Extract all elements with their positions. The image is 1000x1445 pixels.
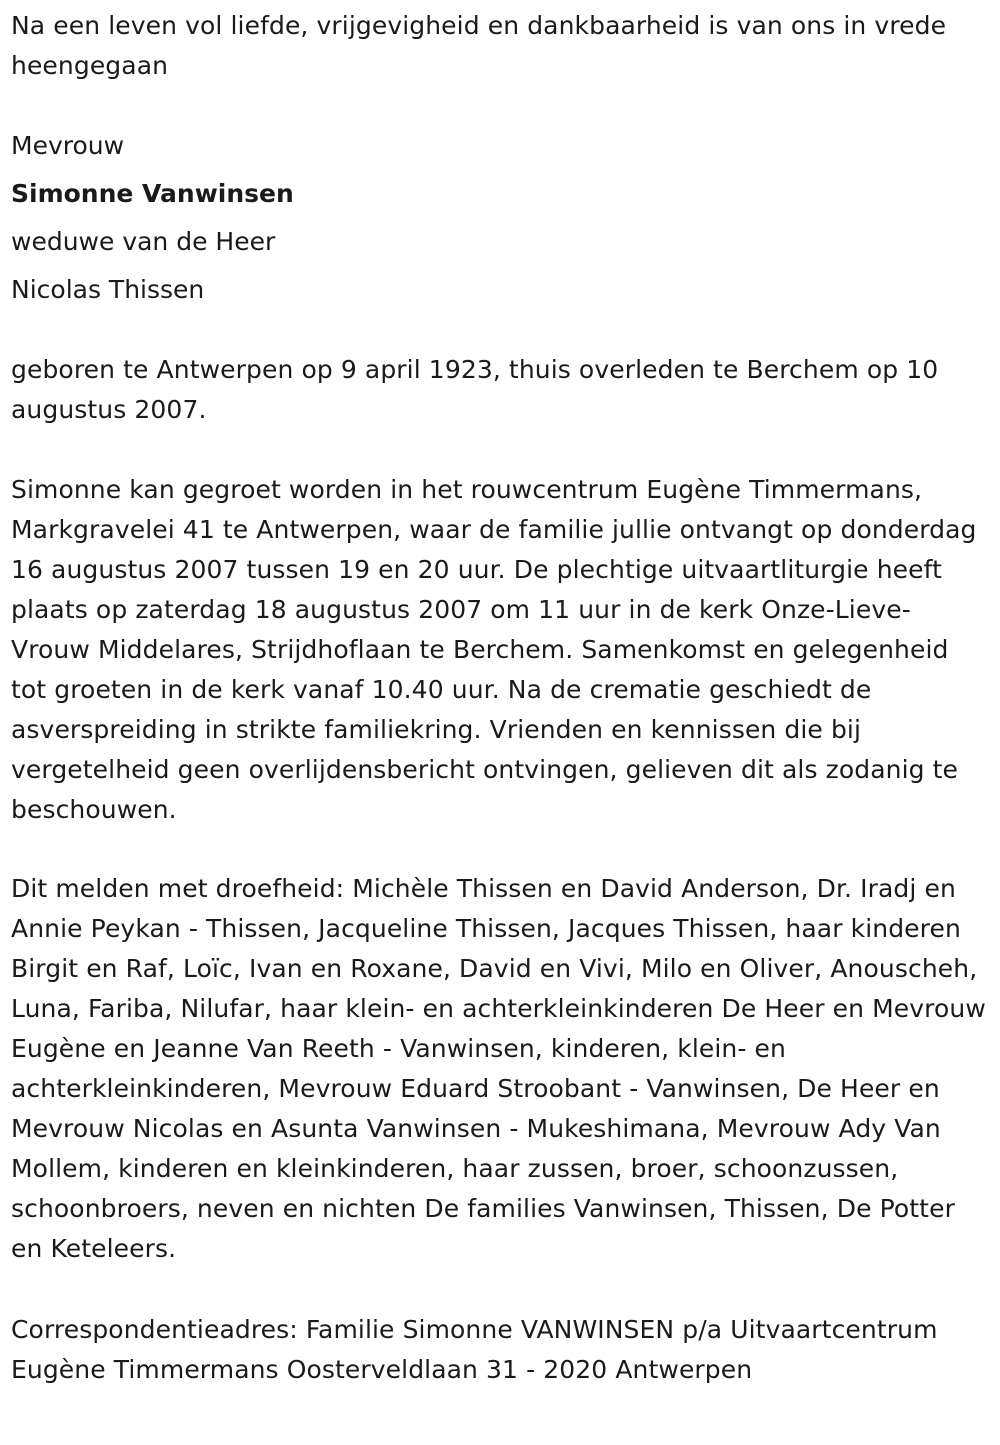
spouse-name: Nicolas Thissen — [11, 275, 205, 304]
honorific: Mevrouw — [11, 131, 125, 160]
family-text: Dit melden met droefheid: Michèle Thissen en David Anderson, Dr. Iradj en Annie Peykan - Thissen, Jacqueline Thissen, Jacques Thissen, haar kinderen Birgit en Raf, Loïc, Ivan en Roxane, David en Vivi, Milo en Oliver, Anouscheh, Luna, Fariba, Nilufar, haar klein- en achterkleinkinderen De Heer en Mevrouw Eugène en Jeanne Van Reeth - Vanwinsen, kinderen, klein- en achterkleinkinderen, Mevrouw Eduard Stroobant - Vanwinsen, De Heer en Mevrouw Nicolas en Asunta Vanwinsen - Mukeshimana, Mevrouw Ady Van Mollem, kinderen en kleinkinderen, haar zussen, broer, schoonzussen, schoonbroers, neven en nichten De families Vanwinsen, Thissen, De Potter en Keteleers. — [11, 874, 986, 1263]
arrangements-text: Simonne kan gegroet worden in het rouwcentrum Eugène Timmermans, Markgravelei 41 te Antwerpen, waar de familie jullie ontvangt op donderdag 16 augustus 2007 tussen 19 en 20 uur. De plechtige uitvaartliturgie heeft plaats op zaterdag 18 augustus 2007 om 11 uur in de kerk Onze-Lieve-Vrouw Middelares, Strijdhoflaan te Berchem. Samenkomst en gelegenheid tot groeten in de kerk vanaf 10.40 uur. Na de crematie geschiedt de asverspreiding in strikte familiekring. Vrienden en kennissen die bij vergetelheid geen overlijdensbericht ontvingen, gelieven dit als zodanig te beschouwen. — [11, 475, 977, 824]
correspondence-address: Correspondentieadres: Familie Simonne VANWINSEN p/a Uitvaartcentrum Eugène Timmermans Oosterveldlaan 31 - 2020 Antwerpen — [11, 1315, 938, 1384]
deceased-name: Simonne Vanwinsen — [11, 179, 294, 208]
intro-text: Na een leven vol liefde, vrijgevigheid en dankbaarheid is van ons in vrede heengegaan — [11, 11, 947, 80]
relation-text: weduwe van de Heer — [11, 227, 276, 256]
birth-death-text: geboren te Antwerpen op 9 april 1923, thuis overleden te Berchem op 10 augustus 2007. — [11, 355, 939, 424]
